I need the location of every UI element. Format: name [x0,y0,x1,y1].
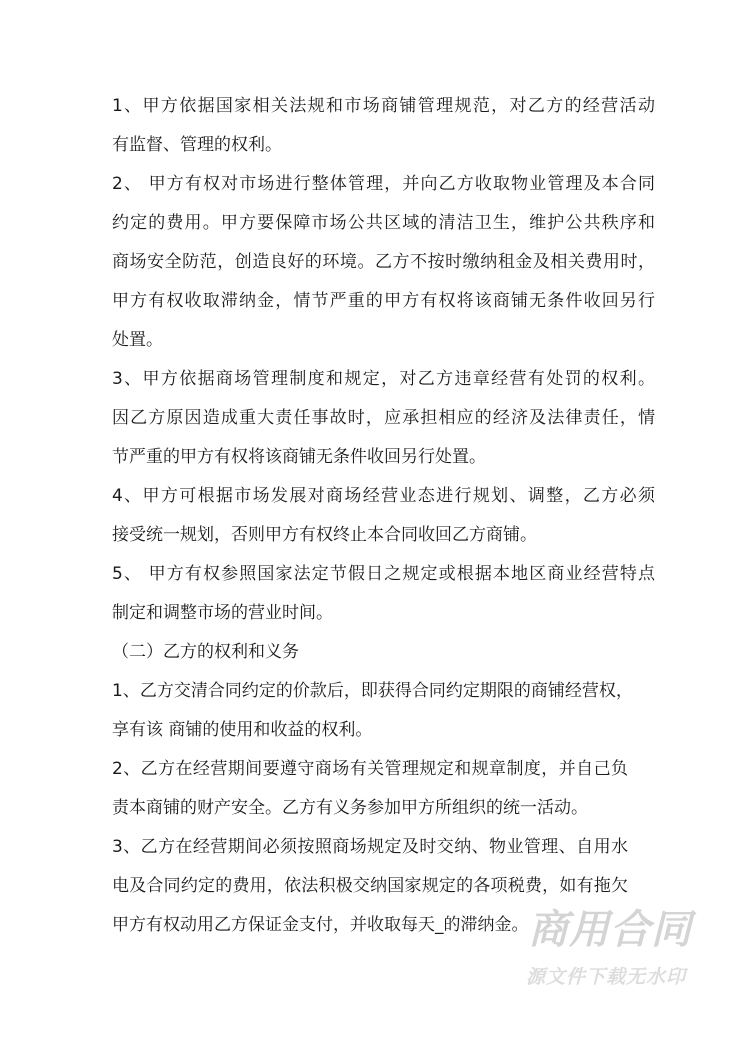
paragraph-line: 1、乙方交清合同约定的价款后，即获得合同约定期限的商铺经营权， [112,681,633,701]
paragraph-line: 商场安全防范，创造良好的环境。乙方不按时缴纳租金及相关费用时， [112,252,655,272]
paragraph-line: 4、甲方可根据市场发展对商场经营业态进行规划、调整，乙方必须 [112,486,655,506]
paragraph-line: 甲方有权动用乙方保证金支付，并收取每天_的滞纳金。 [112,915,529,935]
paragraph-line: 约定的费用。甲方要保障市场公共区域的清洁卫生，维护公共秩序和 [112,213,655,233]
paragraph-line: 处置。 [112,330,163,350]
paragraph-line: 责本商铺的财产安全。乙方有义务参加甲方所组织的统一活动。 [112,798,588,818]
paragraph-line: 甲方有权收取滞纳金，情节严重的甲方有权将该商铺无条件收回另行 [112,291,655,311]
paragraph-line: 1、甲方依据国家相关法规和市场商铺管理规范，对乙方的经营活动 [112,96,655,116]
paragraph-line: 3、甲方依据商场管理制度和规定，对乙方违章经营有处罚的权利。 [112,369,655,389]
paragraph-line: 电及合同约定的费用，依法积极交纳国家规定的各项税费，如有拖欠 [112,876,628,896]
section-heading: （二）乙方的权利和义务 [112,642,299,662]
paragraph-line: 3、乙方在经营期间必须按照商场规定及时交纳、物业管理、自用水 [112,837,628,857]
paragraph-line: 享有该 商铺的使用和收益的权利。 [112,720,373,740]
paragraph-line: 因乙方原因造成重大责任事故时，应承担相应的经济及法律责任，情 [112,408,655,428]
paragraph-line: 接受统一规划，否则甲方有权终止本合同收回乙方商铺。 [112,525,537,545]
paragraph-line: 有监督、管理的权利。 [112,135,282,155]
paragraph-line: 5、 甲方有权参照国家法定节假日之规定或根据本地区商业经营特点 [112,564,655,584]
watermark-subtitle: 源文件下载无水印 [526,966,687,988]
paragraph-line: 2、乙方在经营期间要遵守商场有关管理规定和规章制度，并自己负 [112,759,628,779]
watermark-title: 商用合同 [528,907,692,953]
paragraph-line: 节严重的甲方有权将该商铺无条件收回另行处置。 [112,447,486,467]
paragraph-line: 制定和调整市场的营业时间。 [112,603,333,623]
paragraph-line: 2、 甲方有权对市场进行整体管理，并向乙方收取物业管理及本合同 [112,174,655,194]
